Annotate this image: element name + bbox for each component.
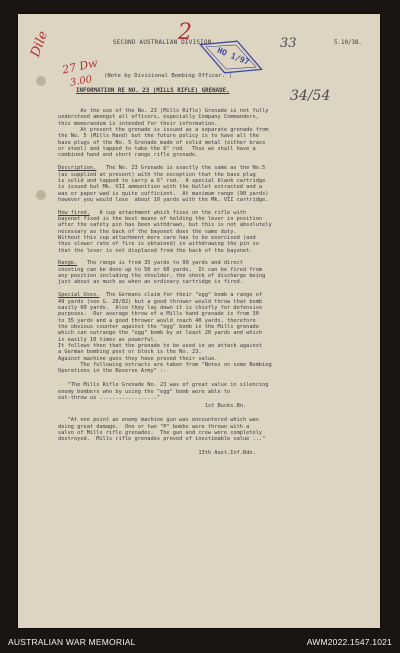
line-text: however you would lose about 10 yards with the Mk. VII cartridge. — [58, 196, 269, 203]
line-text: purposes. Our average throw of a Mills hand grenade is from 30 — [58, 311, 259, 318]
body-line — [58, 368, 166, 374]
body-line — [58, 436, 265, 442]
red-margin-note-2: 27 Dw — [61, 56, 99, 77]
body-line — [58, 430, 262, 436]
line-text: shooting can be done up to 50 or 60 yards. It can be fired from — [58, 266, 263, 273]
body-line — [58, 178, 265, 184]
body-line — [58, 311, 259, 317]
body-line — [58, 356, 217, 362]
accession-number: AWM2022.1547.1021 — [306, 637, 392, 647]
body-line — [58, 146, 256, 152]
body-line — [58, 389, 230, 395]
line-text: Without this cup attachment more care has to be exercised (and — [58, 235, 256, 241]
line-text: just about as much as when an ordinary cartridge is fired. — [58, 279, 243, 286]
body-line — [58, 330, 262, 336]
body-line — [58, 235, 256, 241]
line-text: to 35 yards and a good thrower would reach 40 yards, therefore — [58, 317, 256, 324]
body-line — [58, 299, 262, 305]
body-line — [58, 267, 262, 273]
line-text: easily 60 yards. Also they lay down it is chiefly for defensive — [58, 304, 263, 311]
line-text: enemy bombers who by using the "egg" bomb were able to — [58, 388, 231, 395]
pencil-reference: 33 — [280, 36, 297, 51]
body-line — [58, 241, 259, 247]
subject-title: INFORMATION RE NO. 23 (MILLS RIFLE) GRENADE. — [76, 88, 230, 94]
line-text: the No. 5 (Mills Hand) but the future policy is to have all the — [58, 133, 259, 140]
section-line — [58, 292, 262, 298]
body-line — [58, 324, 259, 330]
line-text: Against machine guns they have proved their value. — [58, 355, 218, 362]
body-line — [58, 140, 265, 146]
body-line — [58, 222, 272, 228]
section-line — [58, 165, 265, 171]
line-text: necessary as the back of the bayonet does the same duty. — [58, 228, 237, 235]
division-heading: SECOND AUSTRALIAN DIVISION. — [113, 40, 216, 46]
line-text: the obvious counter against the "egg" bomb is the Mills grenade — [58, 323, 259, 330]
archive-footer — [0, 631, 400, 653]
body-line — [58, 152, 198, 158]
red-handwritten-number: 2 — [178, 20, 192, 45]
body-line — [58, 133, 259, 139]
line-text: As the use of the No. 23 (Mills Rifle) Grenade is not fully — [80, 108, 269, 114]
line-text: At present the grenade is issued as a separate grenade from — [80, 127, 269, 134]
section-heading: How fired. — [58, 209, 90, 216]
line-text: any position including the shoulder, the shock of discharge being — [58, 273, 266, 280]
body-line — [58, 184, 262, 190]
line-text: which can outrange the "egg" bomb by at least 20 yards and which — [58, 330, 263, 337]
line-text: is easily 10 times as powerful. — [58, 336, 157, 343]
line-text: The No. 23 Grenade is exactly the same as the No.5 — [96, 165, 266, 172]
line-text: a German bombing post or block is the No. 23. — [58, 349, 202, 356]
body-line — [80, 362, 271, 368]
line-text: The range is from 35 yards to 90 yards and direct — [77, 260, 243, 267]
archive-name: AUSTRALIAN WAR MEMORIAL — [8, 637, 136, 647]
body-line — [80, 127, 268, 133]
line-text: destroyed. Mills rifle grenades proved of inestimable value ..." — [58, 436, 266, 443]
line-text: 1st Bucks.Bn. — [204, 403, 247, 410]
line-text: doing great damage. One or two "P" bombs were thrown with a — [58, 423, 250, 430]
body-line — [58, 424, 249, 430]
red-margin-note-3: 3.00 — [69, 74, 94, 89]
body-line — [58, 248, 253, 254]
body-line — [58, 343, 262, 349]
body-line — [198, 450, 255, 456]
body-line — [68, 382, 269, 388]
line-text: bayonet fixed is the best means of holding the lever in position — [58, 215, 263, 222]
line-text: The following extracts are taken from "Notes on some Bombing — [80, 362, 272, 368]
document-date: 5.10/38. — [334, 40, 362, 46]
red-margin-note: Dile — [28, 29, 52, 60]
line-text: It follows then that the grenade to be used in an attack against — [58, 342, 263, 349]
body-line — [58, 395, 160, 401]
line-text: Operations in the Reserve Army" :- — [58, 368, 167, 375]
line-text: this memorandum is intended for their information. — [58, 120, 218, 127]
line-text: salvo of Mills rifle grenades. The gun and crew were completely — [58, 429, 263, 436]
body-line — [58, 121, 217, 127]
body-line — [58, 114, 259, 120]
line-text: combined hand and short range rifle grenade. — [58, 152, 199, 159]
line-text: is solid and tapped to carry a 6" rod. A special blank cartridge — [58, 177, 266, 184]
body-line — [58, 273, 265, 279]
line-text: 49 yards (see G. 28/82) but a good thrower would throw that bomb — [58, 298, 263, 305]
body-line — [58, 305, 262, 311]
body-line — [58, 349, 202, 355]
body-line — [58, 229, 237, 235]
section-line — [58, 260, 243, 266]
bombing-officer-note: (Note by Divisional Bombing Officer. ) — [104, 73, 232, 79]
body-line — [58, 337, 157, 343]
body-line — [58, 279, 243, 285]
body-line — [80, 108, 268, 114]
line-text: is issued but Mk. VII ammunition with the bullet extracted and a — [58, 184, 263, 191]
line-text: thus slower rate of fire is obtained) in withdrawing the pin so — [58, 241, 259, 248]
line-text: 13th Aust.Inf.Bde. — [198, 450, 256, 457]
section-heading: Special Uses. — [58, 292, 100, 299]
line-text: "At one point an enemy machine gun was encountered which was — [67, 417, 259, 424]
section-heading: Description. — [58, 165, 97, 172]
body-line — [58, 197, 268, 203]
body-line — [58, 191, 268, 197]
line-text: after the safety pin has been withdrawn, but this is not absolutely — [58, 222, 272, 229]
line-text: "The Mills Rifle Grenade No. 23 was of great value in silencing — [67, 382, 269, 389]
punch-hole-bottom — [36, 190, 46, 200]
line-text: or steel) and tapped to take the 6" rod. Thus we shall have a — [58, 146, 256, 153]
line-text: out-throw us .................." — [58, 395, 161, 402]
body-line — [68, 417, 259, 423]
line-text: (as supplied at present) with the exception that the base plug — [58, 171, 256, 178]
section-line — [58, 210, 246, 216]
line-text: wax or paper wad is quite sufficient. At maximum range (90 yards) — [58, 190, 269, 197]
line-text: understood amongst all officers, especially Company Commanders, — [58, 114, 259, 121]
line-text: base plugs of the No. 5 Grenade made of solid metal (either brass — [58, 139, 266, 146]
line-text: that the lever is not displaced from the back of the bayonet. — [58, 247, 253, 254]
section-heading: Range. — [58, 260, 78, 267]
body-line — [58, 172, 256, 178]
line-text: A cup attachment which fixes on the rifle with — [89, 209, 247, 216]
body-line — [58, 318, 256, 324]
punch-hole-top — [36, 76, 46, 86]
pencil-file-number: 34/54 — [290, 88, 331, 104]
body-line — [205, 403, 246, 409]
document-page — [18, 14, 380, 628]
line-text: The Germans claim for their "egg" bomb a range of — [99, 292, 263, 299]
stamp-text: HO 1/97 — [215, 45, 251, 67]
body-line — [58, 216, 262, 222]
